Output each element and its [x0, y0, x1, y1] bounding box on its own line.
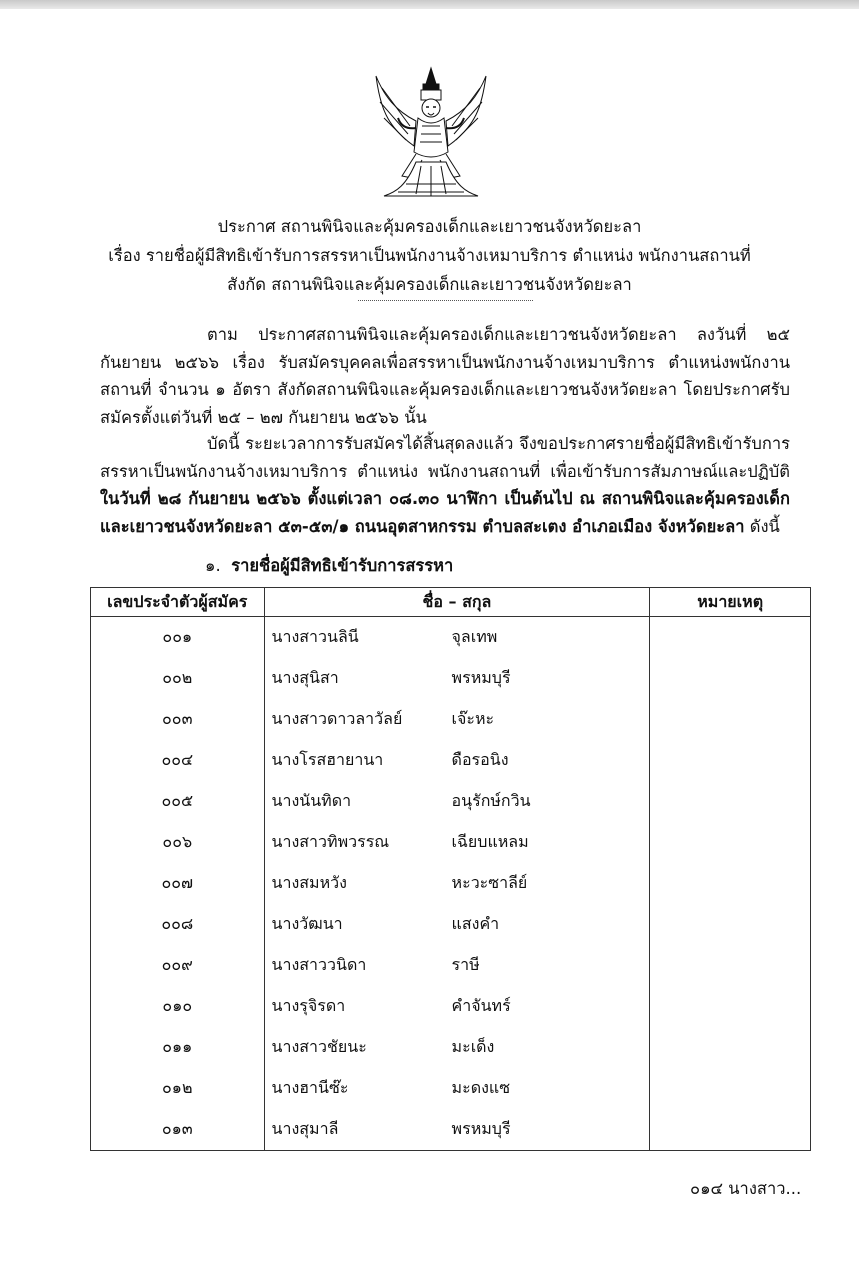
continuation-note: ๐๑๔ นางสาว...: [690, 1179, 802, 1198]
applicant-last-name: พรหมบุรี: [451, 668, 511, 687]
applicant-id: ๐๐๘: [91, 904, 265, 945]
section-heading: [205, 553, 453, 579]
garuda-emblem: [366, 66, 496, 202]
applicant-remark: [650, 822, 811, 863]
table-row: [91, 904, 811, 945]
applicant-id: ๐๑๒: [91, 1068, 265, 1109]
applicant-last-name: มะเด็ง: [451, 1037, 495, 1056]
applicant-first-name: นางนันทิดา: [271, 791, 352, 810]
column-header-remark: หมายเหตุ: [650, 588, 811, 617]
applicant-name-cell: [264, 1027, 650, 1068]
applicant-remark: [650, 1027, 811, 1068]
applicant-last-name: ราษี: [451, 955, 480, 974]
applicant-remark: [650, 904, 811, 945]
applicant-id: ๐๑๓: [91, 1109, 265, 1151]
column-header-id: เลขประจำตัวผู้สมัคร: [91, 588, 265, 617]
applicant-first-name: นางสาวนลินี: [271, 627, 359, 646]
table-row: [91, 1109, 811, 1151]
applicant-remark: [650, 986, 811, 1027]
applicant-first-name: นางสาวชัยนะ: [271, 1037, 367, 1056]
applicant-id: ๐๐๓: [91, 699, 265, 740]
applicant-id: ๐๐๖: [91, 822, 265, 863]
applicant-first-name: นางสาววนิดา: [271, 955, 367, 974]
applicant-name-cell: [264, 740, 650, 781]
applicant-last-name: อนุรักษ์กวิน: [451, 791, 531, 810]
applicant-remark: [650, 617, 811, 659]
applicant-remark: [650, 781, 811, 822]
table-header-row: [91, 588, 811, 617]
applicant-last-name: คำจันทร์: [451, 996, 511, 1015]
applicant-id: ๐๐๗: [91, 863, 265, 904]
applicant-id: ๐๐๑: [91, 617, 265, 659]
applicant-id: ๐๐๔: [91, 740, 265, 781]
table-row: [91, 945, 811, 986]
applicant-last-name: พรหมบุรี: [451, 1119, 511, 1138]
applicant-last-name: ดือรอนิง: [451, 750, 509, 769]
applicant-name-cell: [264, 986, 650, 1027]
applicant-first-name: นางสาวดาวลาวัลย์: [271, 709, 403, 728]
table-body: [91, 617, 811, 1151]
paragraph-reference: ตาม ประกาศสถานพินิจและคุ้มครองเด็กและเยาวชนจังหวัดยะลา ลงวันที่ ๒๕ กันยายน ๒๕๖๖ เรื่อง รับสมัครบุคคลเพื่อสรรหาเป็นพนักงานจ้างเหมาบริการ ตำแหน่งพนักงานสถานที่ จำนวน ๑ อัตรา สังกัดสถานพินิจและคุ้มครองเด็กและเยาวชนจังหวัดยะลา โดยประกาศรับสมัครตั้งแต่วันที่ ๒๕ – ๒๗ กันยายน ๒๕๖๖ นั้น: [100, 325, 790, 427]
table-row: [91, 822, 811, 863]
table-row: [91, 617, 811, 659]
applicant-name-cell: [264, 658, 650, 699]
applicant-first-name: นางโรสฮายานา: [271, 750, 384, 769]
applicant-name-cell: [264, 945, 650, 986]
announcement-affiliation: สังกัด สถานพินิจและคุ้มครองเด็กและเยาวชนจังหวัดยะลา: [227, 275, 632, 294]
section-number: ๑.: [205, 556, 221, 575]
applicant-first-name: นางฮานีซ๊ะ: [271, 1078, 349, 1097]
applicant-id: ๐๑๐: [91, 986, 265, 1027]
table-row: [91, 1027, 811, 1068]
applicant-id: ๐๐๙: [91, 945, 265, 986]
announcement-subject: เรื่อง รายชื่อผู้มีสิทธิเข้ารับการสรรหาเป็นพนักงานจ้างเหมาบริการ ตำแหน่ง พนักงานสถานที่: [108, 246, 751, 265]
applicant-last-name: จุลเทพ: [451, 627, 498, 646]
applicant-first-name: นางสมหวัง: [271, 873, 347, 892]
applicant-first-name: นางสาวทิพวรรณ: [271, 832, 390, 851]
applicant-remark: [650, 863, 811, 904]
applicant-last-name: หะวะซาลีย์: [451, 873, 528, 892]
applicant-name-cell: [264, 863, 650, 904]
paragraph-announcement-text: บัดนี้ ระยะเวลาการรับสมัครได้สิ้นสุดลงแล้ว จึงขอประกาศรายชื่อผู้มีสิทธิเข้ารับการสรรหาเป็นพนักงานจ้างเหมาบริการ ตำแหน่ง พนักงานสถานที่ เพื่อเข้ารับการสัมภาษณ์และปฏิบัติ: [100, 434, 790, 481]
applicant-last-name: เฉียบแหลม: [451, 832, 529, 851]
paragraph-announcement-date-location: ในวันที่ ๒๘ กันยายน ๒๕๖๖ ตั้งแต่เวลา ๐๘.๓๐ นาฬิกา เป็นต้นไป ณ สถานพินิจและคุ้มครองเด็กและเยาวชนจังหวัดยะลา ๕๓-๕๓/๑ ถนนอุตสาหกรรม ตำบลสะเตง อำเภอเมือง จังหวัดยะลา: [100, 489, 790, 536]
applicant-first-name: นางสุมาลี: [271, 1119, 339, 1138]
paragraph-announcement: [100, 430, 790, 540]
table-row: [91, 699, 811, 740]
applicant-id: ๐๑๑: [91, 1027, 265, 1068]
table-row: [91, 658, 811, 699]
applicant-last-name: มะดงแซ: [451, 1078, 511, 1097]
column-header-name: ชื่อ – สกุล: [264, 588, 650, 617]
applicant-name-cell: [264, 781, 650, 822]
applicant-remark: [650, 658, 811, 699]
table-row: [91, 863, 811, 904]
applicant-id: ๐๐๕: [91, 781, 265, 822]
applicant-remark: [650, 945, 811, 986]
applicant-remark: [650, 699, 811, 740]
table-row: [91, 781, 811, 822]
table-row: [91, 1068, 811, 1109]
applicant-table: [90, 587, 811, 1151]
section-title: รายชื่อผู้มีสิทธิเข้ารับการสรรหา: [231, 556, 454, 575]
applicant-name-cell: [264, 904, 650, 945]
table-row: [91, 740, 811, 781]
applicant-id: ๐๐๒: [91, 658, 265, 699]
applicant-first-name: นางรุจิรดา: [271, 996, 346, 1015]
applicant-remark: [650, 740, 811, 781]
top-edge-bar: [0, 0, 859, 9]
paragraph-announcement-tail: ดังนี้: [749, 516, 780, 536]
applicant-name-cell: [264, 1109, 650, 1151]
applicant-name-cell: [264, 822, 650, 863]
applicant-last-name: เจ๊ะหะ: [451, 709, 495, 728]
applicant-remark: [650, 1109, 811, 1151]
applicant-remark: [650, 1068, 811, 1109]
applicant-last-name: แสงคำ: [451, 914, 500, 933]
table-row: [91, 986, 811, 1027]
applicant-name-cell: [264, 1068, 650, 1109]
applicant-name-cell: [264, 617, 650, 659]
announcement-title: ประกาศ สถานพินิจและคุ้มครองเด็กและเยาวชนจังหวัดยะลา: [217, 217, 642, 236]
applicant-first-name: นางวัฒนา: [271, 914, 343, 933]
applicant-first-name: นางสุนิสา: [271, 668, 339, 687]
dotted-separator: [358, 300, 533, 301]
applicant-name-cell: [264, 699, 650, 740]
